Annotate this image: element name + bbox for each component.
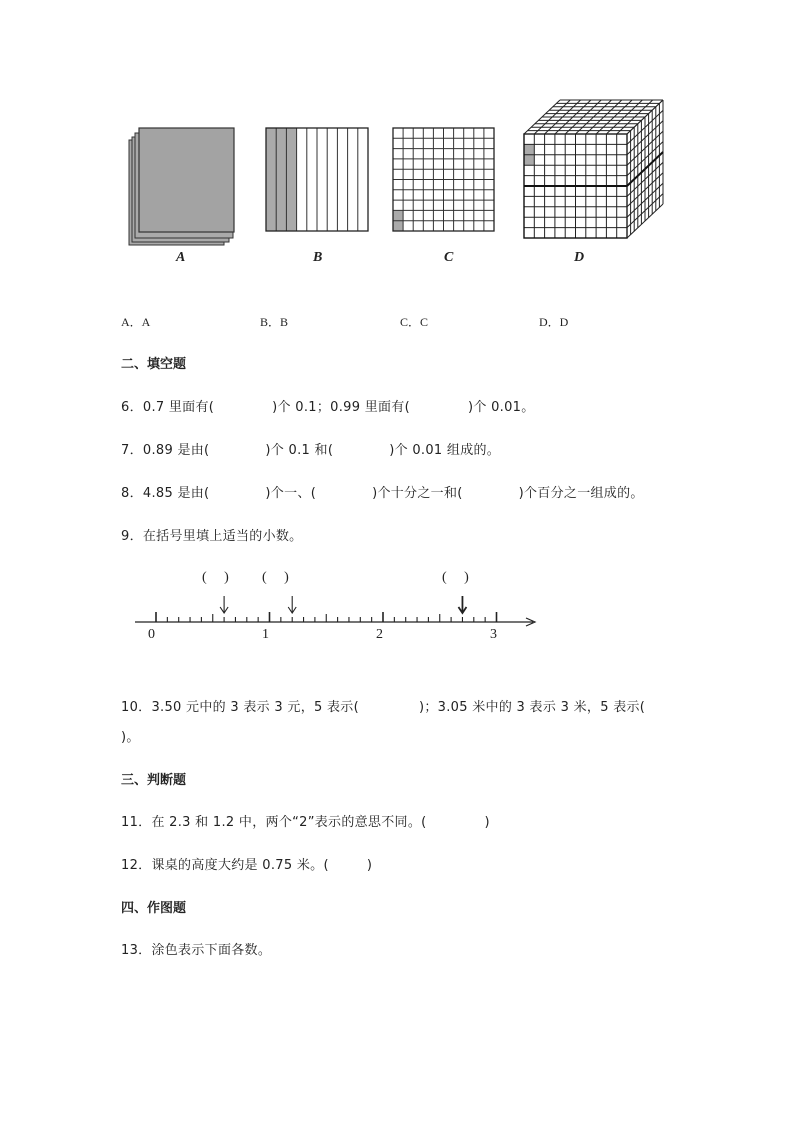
figure-label-c: C <box>444 250 454 265</box>
q8-part-a: 8．4.85 是由( <box>121 486 210 501</box>
q10-part-a: 10．3.50 元中的 3 表示 3 元，5 表示( <box>121 700 359 715</box>
figure-label-b: B <box>313 250 323 265</box>
q7-part-b: )个 0.1 和( <box>265 443 334 458</box>
q7-part-c: )个 0.01 组成的。 <box>389 443 501 458</box>
figure-d-thousand-cube <box>524 100 663 238</box>
number-line-arrowhead <box>526 618 535 626</box>
number-line-arrow-head <box>288 607 296 613</box>
option-a[interactable]: A．A <box>121 315 151 329</box>
figure-c-hundredths-grid <box>393 128 494 231</box>
q10-part-b: )；3.05 米中的 3 表示 3 米，5 表示( <box>418 700 646 715</box>
figure-b-tenths-square <box>266 128 368 231</box>
option-c[interactable]: C．C <box>400 315 429 329</box>
tick-label-1: 1 <box>262 627 269 642</box>
section-4-title: 四、作图题 <box>121 901 187 916</box>
q8-part-c: )个十分之一和( <box>372 486 463 501</box>
number-line-arrow-head <box>458 607 466 613</box>
q11-part-a: 11．在 2.3 和 1.2 中，两个“2”表示的意思不同。( <box>121 815 427 830</box>
option-d[interactable]: D．D <box>539 315 569 329</box>
q6-part-b: )个 0.1；0.99 里面有( <box>272 400 410 415</box>
numberline-blank-1[interactable]: ( ) <box>202 570 229 585</box>
q7-part-a: 7．0.89 是由( <box>121 443 210 458</box>
q11-part-b: ) <box>484 815 490 830</box>
question-6 <box>121 396 535 415</box>
question-10 <box>121 696 645 715</box>
number-line-arrow-head <box>220 607 228 613</box>
figure-a-stacked-squares <box>129 128 234 245</box>
q6-part-a: 6．0.7 里面有( <box>121 400 215 415</box>
question-7 <box>121 439 500 458</box>
question-11 <box>121 811 490 830</box>
tick-label-2: 2 <box>376 627 383 642</box>
figure-label-d: D <box>574 250 585 265</box>
q6-part-c: )个 0.01。 <box>467 400 535 415</box>
tick-label-0: 0 <box>148 627 155 642</box>
q12-part-a: 12．课桌的高度大约是 0.75 米。( <box>121 858 329 873</box>
q8-part-d: )个百分之一组成的。 <box>518 486 644 501</box>
section-3-title: 三、判断题 <box>121 773 187 788</box>
numberline-blank-2[interactable]: ( ) <box>262 570 289 585</box>
figure-label-a: A <box>176 250 186 265</box>
section-2-title: 二、填空题 <box>121 357 187 372</box>
question-8 <box>121 482 644 501</box>
numberline-blank-3[interactable]: ( ) <box>442 570 469 585</box>
q8-part-b: )个一、( <box>265 486 317 501</box>
question-10-cont: )。 <box>121 730 140 745</box>
figures-drawing <box>0 0 800 300</box>
option-b[interactable]: B．B <box>260 315 289 329</box>
question-9: 9．在括号里填上适当的小数。 <box>121 529 303 544</box>
question-13: 13．涂色表示下面各数。 <box>121 943 272 958</box>
tick-label-3: 3 <box>490 627 497 642</box>
question-12 <box>121 854 372 873</box>
q12-part-b: ) <box>366 858 373 873</box>
